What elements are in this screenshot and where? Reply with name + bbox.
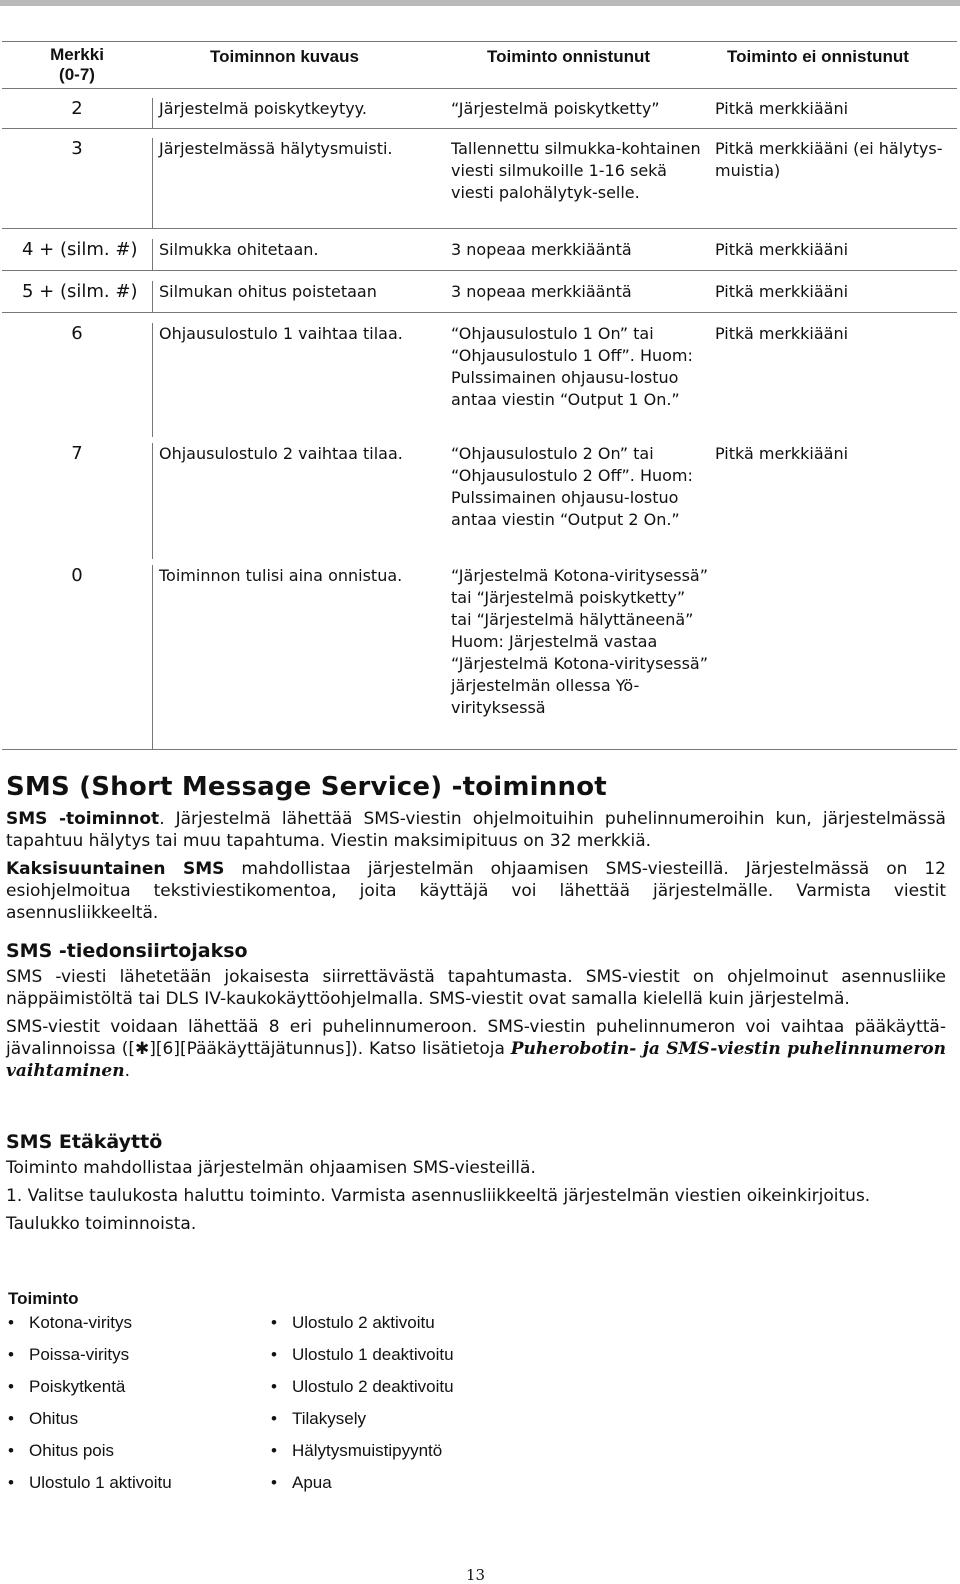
list-item: • Poiskytkentä: [8, 1377, 126, 1396]
function-list-column-1: [8, 1312, 172, 1504]
row-code: 3: [71, 138, 83, 159]
row-code: 0: [71, 565, 83, 586]
row-success: 3 nopeaa merkkiääntä: [451, 240, 632, 259]
function-list-title: Toiminto: [8, 1289, 79, 1308]
function-list-column-2: [271, 1312, 454, 1504]
transfer-paragraph-2: [6, 1016, 946, 1082]
row-code: 5 + (silm. #): [22, 281, 138, 302]
list-item: • Tilakysely: [271, 1409, 366, 1428]
row-success: “Järjestelmä poiskytketty”: [451, 99, 660, 118]
row-description: Ohjausulostulo 1 vaihtaa tilaa.: [152, 323, 447, 437]
two-way-sms-text: mahdollistaa järjestelmän ohjaamisen SMS-viesteillä. Järjestelmässä on 12 esiohjelmoitua tekstiviestikomentoa, joita käyttäjä voi lähettää järjestelmälle. Varmista viestit asennusliikkeeltä.: [6, 859, 946, 923]
row-description: Järjestelmä poiskytkeytyy.: [152, 98, 447, 128]
sms-transfer-section: [6, 940, 946, 1082]
row-description: Ohjausulostulo 2 vaihtaa tilaa.: [152, 443, 447, 559]
list-item: • Ulostulo 1 deaktivoitu: [271, 1345, 454, 1364]
header-failure: Toiminto ei onnistunut: [727, 47, 909, 66]
list-item: • Ulostulo 1 aktivoitu: [8, 1473, 172, 1492]
row-success: “Järjestelmä Kotona-viritysessä” tai “Järjestelmä poiskytketty” tai “Järjestelmä hälyttäneenä” Huom: Järjestelmä vastaa “Järjestelmä Kotona-viritysessä” järjestelmän ollessa Yö-virityksessä: [451, 566, 709, 717]
row-success: Tallennettu silmukka-kohtainen viesti silmukoille 1-16 sekä viesti palohälytyk-selle.: [451, 139, 701, 202]
row-failure: Pitkä merkkiääni: [715, 240, 849, 259]
table-row: [2, 271, 957, 313]
list-item: • Apua: [271, 1473, 332, 1492]
row-success: “Ohjausulostulo 2 On” tai “Ohjausulostulo 2 Off”. Huom: Pulssimainen ohjausu-lostuo antaa viestin “Output 2 On.”: [451, 444, 693, 529]
table-row: [2, 229, 957, 271]
remote-step-1: 1. Valitse taulukosta haluttu toiminto. Varmista asennusliikkeeltä järjestelmän viestien oikeinkirjoitus.: [6, 1186, 871, 1206]
remote-table-intro: Taulukko toiminnoista.: [6, 1214, 197, 1234]
sms-text: . Järjestelmä lähettää SMS-viestin ohjelmoituihin puhelinnumeroihin kun, järjestelmässä tapahtuu hälytys tai muu tapahtuma. Viestin maksimipituus on 32 merkkiä.: [6, 809, 946, 851]
remote-title: SMS Etäkäyttö: [6, 1131, 163, 1153]
row-code: 4 + (silm. #): [22, 239, 138, 260]
header-success: Toiminto onnistunut: [487, 47, 651, 66]
table-row: [2, 559, 957, 749]
list-item: • Poissa-viritys: [8, 1345, 130, 1364]
transfer-title: SMS -tiedonsiirtojakso: [6, 940, 248, 962]
transfer-paragraph-1: SMS -viesti lähetetään jokaisesta siirrettävästä tapahtumasta. SMS-viestit on ohjelmoinut asennusliike näppäimistöltä tai DLS IV-kaukokäyttöohjelmalla. SMS-viestit ovat samalla kielellä kuin järjestelmä.: [6, 967, 946, 1009]
row-code: 7: [71, 443, 83, 464]
row-description: Silmukan ohitus poistetaan: [152, 281, 447, 312]
top-rule: [0, 0, 960, 6]
remote-paragraph: Toiminto mahdollistaa järjestelmän ohjaamisen SMS-viesteillä.: [6, 1158, 536, 1178]
table-row: [2, 437, 957, 559]
list-item: • Ulostulo 2 aktivoitu: [271, 1313, 435, 1332]
row-success: 3 nopeaa merkkiääntä: [451, 282, 632, 301]
row-failure: Pitkä merkkiääni: [715, 282, 849, 301]
header-description: Toiminnon kuvaus: [210, 47, 359, 66]
row-description: Silmukka ohitetaan.: [152, 239, 447, 270]
table-row: [2, 129, 957, 229]
table-row: [2, 89, 957, 129]
sms-section: [6, 772, 946, 924]
function-table: [2, 41, 957, 750]
table-row: [2, 313, 957, 437]
row-failure: Pitkä merkkiääni (ei hälytys-muistia): [715, 139, 943, 180]
sms-title: SMS (Short Message Service) -toiminnot: [6, 772, 607, 802]
row-failure: Pitkä merkkiääni: [715, 99, 849, 118]
row-code: 6: [71, 323, 83, 344]
header-code: Merkki (0-7): [50, 45, 104, 84]
row-description: Järjestelmässä hälytysmuisti.: [152, 138, 447, 228]
list-item: • Ohitus: [8, 1409, 79, 1428]
sms-term: SMS -toiminnot: [6, 809, 160, 829]
list-item: • Hälytysmuistipyyntö: [271, 1441, 443, 1460]
row-description: Toiminnon tulisi aina onnistua.: [152, 565, 447, 749]
list-item: • Kotona-viritys: [8, 1313, 132, 1332]
sms-paragraph-2: [6, 858, 946, 924]
list-item: • Ohitus pois: [8, 1441, 115, 1460]
row-code: 2: [71, 98, 83, 119]
transfer-text: SMS-viestit voidaan lähettää 8 eri puhelinnumeroon. SMS-viestin puhelinnumeron voi vaihtaa pääkäyttä-jävalinnoissa ([✱][6][Pääkäyttäjätunnus]). Katso lisätietoja: [6, 1017, 946, 1059]
cross-reference: Puherobotin- ja SMS-viestin puhelinnumeron vaihtaminen: [6, 1039, 946, 1081]
transfer-end: .: [124, 1061, 130, 1081]
row-failure: [709, 565, 957, 749]
row-failure: Pitkä merkkiääni: [715, 324, 849, 343]
list-item: • Ulostulo 2 deaktivoitu: [271, 1377, 454, 1396]
row-failure: Pitkä merkkiääni: [715, 444, 849, 463]
table-header: [2, 42, 957, 89]
two-way-sms-term: Kaksisuuntainen SMS: [6, 859, 225, 879]
row-success: “Ohjausulostulo 1 On” tai “Ohjausulostulo 1 Off”. Huom: Pulssimainen ohjausu-lostuo antaa viestin “Output 1 On.”: [451, 324, 693, 409]
sms-paragraph-1: [6, 808, 946, 852]
sms-remote-section: [6, 1131, 946, 1235]
page-number: 13: [466, 1566, 486, 1584]
